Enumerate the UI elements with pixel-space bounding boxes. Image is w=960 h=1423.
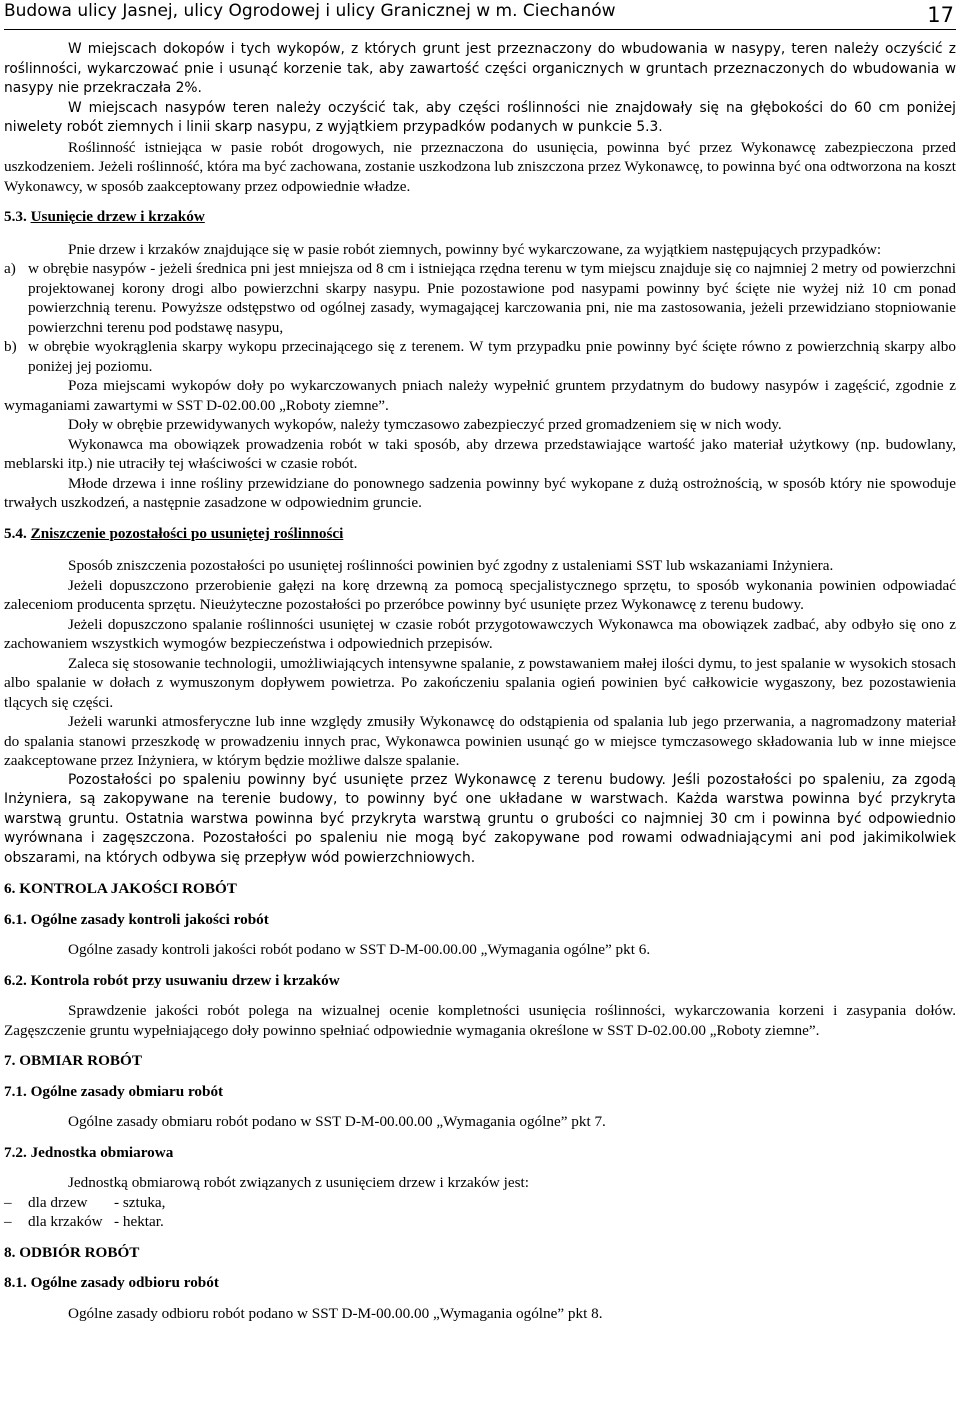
paragraph: W miejscach dokopów i tych wykopów, z których grunt jest przeznaczony do wbudowania w nasypy, teren należy oczyścić z roślinności, wykarczować pnie i usunąć korzenie tak, aby zawartość części organicznych w gruntach przeznaczonych do wbudowania w nasypy nie przekraczała 2%. (4, 41, 956, 96)
section-heading-7-1: 7.1. Ogólne zasady obmiaru robót (4, 1082, 224, 1100)
paragraph: Młode drzewa i inne rośliny przewidziane do ponownego sadzenia powinny być wykopane z dużą ostrożnością, w sposób który nie spowoduje trwałych uszkodzeń, a następnie zasadzone w odpowiednim gruncie. (4, 474, 956, 511)
paragraph: Jednostką obmiarową robót związanych z usunięciem drzew i krzaków jest: (68, 1174, 529, 1191)
paragraph: Ogólne zasady kontroli jakości robót podano w SST D-M-00.00.00 „Wymagania ogólne” pkt 6. (68, 941, 651, 958)
dash-bullet: – (4, 1213, 12, 1230)
page-number: 17 (927, 3, 954, 27)
paragraph: Jeżeli warunki atmosferyczne lub inne względy zmusiły Wykonawcę do odstąpienia od spalania lub jego przerwania, a nagromadzony materiał do spalania stanowi przeszkodę w prowadzeniu innych prac, Wykonawca powinien usunąć go w miejsce tymczasowego składowania lub w inne miejsce zaakceptowane przez Inżyniera, w którym będzie możliwe dalsze spalanie. (4, 713, 956, 769)
section-heading-8: 8. ODBIÓR ROBÓT (4, 1243, 140, 1261)
paragraph: Ogólne zasady odbioru robót podano w SST D-M-00.00.00 „Wymagania ogólne” pkt 8. (68, 1304, 603, 1322)
paragraph: W miejscach nasypów teren należy oczyścić tak, aby części roślinności nie znajdowały się na głębokości do 60 cm poniżej niwelety robót ziemnych i linii skarp nasypu, z wyjątkiem przypadków podanych w punkcie 5.3. (4, 99, 956, 135)
paragraph: Wykonawca ma obowiązek prowadzenia robót w taki sposób, aby drzewa przedstawiające wartość jako materiał użytkowy (np. budowlany, meblarski itp.) nie utraciły tej właściwości w czasie robót. (4, 435, 956, 472)
section-heading-8-1: 8.1. Ogólne zasady odbioru robót (4, 1274, 219, 1291)
document-body (4, 40, 960, 1323)
section-heading-6-2: 6.2. Kontrola robót przy usuwaniu drzew i krzaków (4, 971, 340, 989)
list-item: b) w obrębie wyokrąglenia skarpy wykopu przecinającego się z terenem. W tym przypadku pnie powinny być ścięte równo z powierzchnią skarpy albo poniżej jej poziomu. (4, 338, 956, 375)
paragraph: Poza miejscami wykopów doły po wykarczowanych pniach należy wypełnić gruntem przydatnym do budowy nasypów i zagęścić, zgodnie z wymaganiami zawartymi w SST D-02.00.00 „Roboty ziemne”. (4, 377, 956, 414)
paragraph: Jeżeli dopuszczono spalanie roślinności usuniętej w czasie robót przygotowawczych Wykonawca ma obowiązek zadbać, aby odbyło się ono z zachowaniem wszystkich wymogów bezpieczeństwa i odpowiednich przepisów. (4, 615, 956, 652)
paragraph: Roślinność istniejąca w pasie robót drogowych, nie przeznaczona do usunięcia, powinna być przez Wykonawcę zabezpieczona przed uszkodzeniem. Jeżeli roślinność, która ma być zachowana, zostanie uszkodzona lub zniszczona przez Wykonawcę, to powinna być ona odtworzona na koszt Wykonawcy, w sposób zaakceptowany przez odpowiednie władze. (4, 138, 956, 195)
paragraph: Sposób zniszczenia pozostałości po usuniętej roślinności powinien być zgodny z ustaleniami SST lub wskazaniami Inżyniera. (68, 557, 834, 574)
unit-list-item: – dla drzew - sztuka, (4, 1193, 166, 1211)
section-heading-5-3: 5.3. Usunięcie drzew i krzaków (4, 208, 205, 225)
paragraph: Zaleca się stosowanie technologii, umożliwiających intensywne spalanie, z powstawaniem małej ilości dymu, to jest spalanie w wysokich stosach albo spalanie w dołach z wymuszonym dopływem powietrza. Po zakończeniu spalania ogień powinien być całkowicie wygaszony, bez pozostawienia tlących się części. (4, 654, 956, 711)
paragraph: Pnie drzew i krzaków znajdujące się w pasie robót ziemnych, powinny być wykarczowane, za wyjątkiem następujących przypadków: (68, 240, 882, 258)
section-heading-7-2: 7.2. Jednostka obmiarowa (4, 1143, 174, 1161)
paragraph: Jeżeli dopuszczono przerobienie gałęzi na korę drzewną za pomocą specjalistycznego sprzętu, to sposób wykonania powinien odpowiadać zaleceniom producenta sprzętu. Nieużyteczne pozostałości po przeróbce powinny być usunięte przez Wykonawcę z terenu budowy. (4, 576, 956, 613)
dash-bullet: – (4, 1193, 12, 1211)
paragraph: Ogólne zasady obmiaru robót podano w SST D-M-00.00.00 „Wymagania ogólne” pkt 7. (68, 1113, 606, 1130)
paragraph: Doły w obrębie przewidywanych wykopów, należy tymczasowo zabezpieczyć przed gromadzeniem się w nich wody. (68, 416, 782, 433)
list-item: a) w obrębie nasypów - jeżeli średnica pni jest mniejsza od 8 cm i istniejąca rzędna terenu w tym miejscu znajduje się co najmniej 2 metry od powierzchni projektowanej korony drogi albo powierzchni skarpy nasypu. Pnie pozostawione pod nasypami powinny być ścięte nie wyżej niż 10 cm ponad powierzchnią terenu. Powyższe odstępstwo od ogólnej zasady, wymagającej karczowania pni, nie ma zastosowania, jeżeli przewidziano stopniowanie powierzchni terenu pod podstawę nasypu, (4, 260, 956, 336)
document-title: Budowa ulicy Jasnej, ulicy Ogrodowej i ulicy Granicznej w m. Ciechanów (4, 1, 616, 21)
section-heading-5-4: 5.4. Zniszczenie pozostałości po usuniętej roślinności (4, 524, 344, 542)
paragraph: Sprawdzenie jakości robót polega na wizualnej ocenie kompletności usunięcia roślinności, wykarczowania korzeni i zasypania dołów. Zagęszczenie gruntu wypełniającego doły powinno spełniać odpowiednie wymagania określone w SST D-02.00.00 „Roboty ziemne”. (4, 1002, 956, 1039)
unit-list-item: – dla krzaków - hektar. (4, 1213, 164, 1230)
paragraph: Pozostałości po spaleniu powinny być usunięte przez Wykonawcę z terenu budowy. Jeśli pozostałości po spaleniu, za zgodą Inżyniera, są zakopywane na terenie budowy, to powinny być one układane w warstwach. Każda warstwa powinna być przykryta warstwą gruntu. Ostatnia warstwa powinna być przykryta warstwą gruntu o grubości co najmniej 30 cm i powinna być odpowiednio wyrównana i zagęszczona. Pozostałości po spaleniu nie mogą być zakopywane pod rowami odwadniającymi ani pod jakimikolwiek obszarami, na których odbywa się przepływ wód powierzchniowych. (4, 771, 956, 866)
page-header (4, 0, 956, 30)
section-heading-6-1: 6.1. Ogólne zasady kontroli jakości robót (4, 910, 269, 928)
section-heading-7: 7. OBMIAR ROBÓT (4, 1052, 142, 1069)
section-heading-6: 6. KONTROLA JAKOŚCI ROBÓT (4, 880, 237, 897)
